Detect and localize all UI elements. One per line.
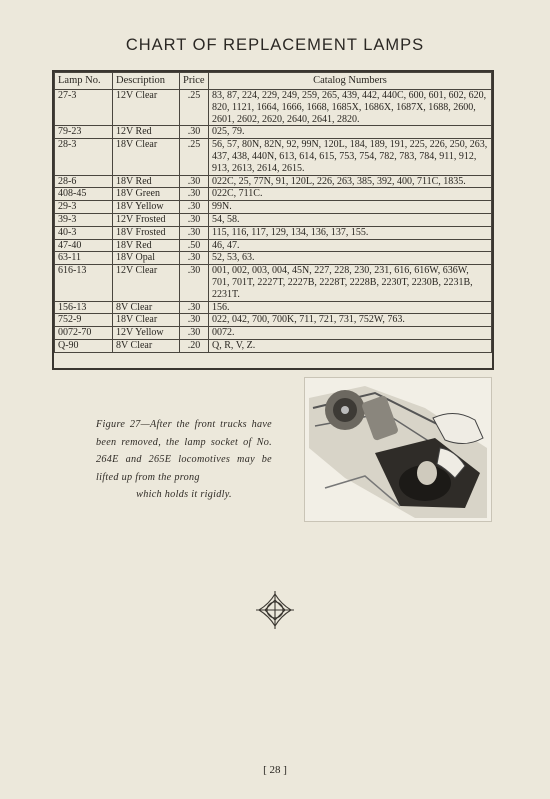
cell-catalog-numbers: 022, 042, 700, 700K, 711, 721, 731, 752W, 763.	[209, 314, 492, 327]
cell-lamp-no: 79-23	[55, 126, 113, 139]
cell-lamp-no: 752-9	[55, 314, 113, 327]
cell-price: .25	[180, 139, 209, 175]
cell-catalog-numbers: 001, 002, 003, 004, 45N, 227, 228, 230, 231, 616, 616W, 636W, 701, 701T, 2227T, 2227B, 2228T, 2228B, 2230T, 2230B, 2231B, 2231T.	[209, 265, 492, 301]
cell-description: 12V Frosted	[113, 213, 180, 226]
cell-price: .30	[180, 314, 209, 327]
cell-description: 18V Clear	[113, 314, 180, 327]
cell-price: .30	[180, 201, 209, 214]
table-row	[55, 314, 492, 327]
cell-lamp-no: 27-3	[55, 90, 113, 126]
table-row	[55, 339, 492, 352]
decorative-ornament-icon	[255, 590, 295, 630]
table-row	[55, 201, 492, 214]
cell-lamp-no: 47-40	[55, 239, 113, 252]
locomotive-lamp-socket-illustration	[305, 378, 491, 521]
cell-lamp-no: 0072-70	[55, 327, 113, 340]
cell-catalog-numbers: 46, 47.	[209, 239, 492, 252]
cell-catalog-numbers: 022C, 25, 77N, 91, 120L, 226, 263, 385, 392, 400, 711C, 1835.	[209, 175, 492, 188]
table-row	[55, 327, 492, 340]
cell-description: 18V Yellow	[113, 201, 180, 214]
cell-description: 18V Red	[113, 175, 180, 188]
cell-description: 12V Clear	[113, 265, 180, 301]
cell-catalog-numbers: Q, R, V, Z.	[209, 339, 492, 352]
header-lamp-no: Lamp No.	[55, 73, 113, 90]
cell-lamp-no: 616-13	[55, 265, 113, 301]
cell-lamp-no: 156-13	[55, 301, 113, 314]
header-description: Description	[113, 73, 180, 90]
cell-lamp-no: 39-3	[55, 213, 113, 226]
cell-description: 18V Clear	[113, 139, 180, 175]
cell-price: .30	[180, 252, 209, 265]
cell-catalog-numbers: 99N.	[209, 201, 492, 214]
cell-price: .30	[180, 126, 209, 139]
page-title: CHART OF REPLACEMENT LAMPS	[125, 36, 425, 54]
cell-description: 12V Red	[113, 126, 180, 139]
caption-last-line: which holds it rigidly.	[136, 489, 232, 500]
cell-catalog-numbers: 52, 53, 63.	[209, 252, 492, 265]
cell-catalog-numbers: 156.	[209, 301, 492, 314]
page-number: [ 28 ]	[263, 764, 287, 776]
figure-caption	[96, 416, 272, 504]
table-row	[55, 213, 492, 226]
cell-description: 12V Yellow	[113, 327, 180, 340]
header-price: Price	[180, 73, 209, 90]
cell-lamp-no: 29-3	[55, 201, 113, 214]
cell-price: .30	[180, 175, 209, 188]
cell-description: 18V Opal	[113, 252, 180, 265]
cell-lamp-no: 28-3	[55, 139, 113, 175]
cell-lamp-no: Q-90	[55, 339, 113, 352]
table-row	[55, 301, 492, 314]
replacement-lamps-table	[52, 70, 494, 370]
table-row	[55, 139, 492, 175]
cell-lamp-no: 63-11	[55, 252, 113, 265]
cell-catalog-numbers: 0072.	[209, 327, 492, 340]
cell-description: 18V Red	[113, 239, 180, 252]
cell-catalog-numbers: 022C, 711C.	[209, 188, 492, 201]
table-row	[55, 188, 492, 201]
table-header-row	[55, 73, 492, 90]
caption-text: Figure 27—After the front trucks have been removed, the lamp socket of No. 264E and 265E locomotives may be lifted up from the prong	[96, 419, 272, 483]
table-row	[55, 239, 492, 252]
cell-price: .30	[180, 327, 209, 340]
cell-price: .25	[180, 90, 209, 126]
table-row	[55, 226, 492, 239]
table-row	[55, 90, 492, 126]
cell-price: .30	[180, 226, 209, 239]
cell-catalog-numbers: 025, 79.	[209, 126, 492, 139]
cell-lamp-no: 28-6	[55, 175, 113, 188]
cell-description: 18V Green	[113, 188, 180, 201]
cell-price: .30	[180, 188, 209, 201]
cell-price: .30	[180, 213, 209, 226]
cell-price: .50	[180, 239, 209, 252]
cell-description: 18V Frosted	[113, 226, 180, 239]
cell-description: 8V Clear	[113, 339, 180, 352]
cell-price: .30	[180, 301, 209, 314]
cell-catalog-numbers: 56, 57, 80N, 82N, 92, 99N, 120L, 184, 189, 191, 225, 226, 250, 263, 437, 438, 440N, 613, 614, 615, 753, 754, 782, 783, 784, 911, 912, 913, 2613, 2614, 2615.	[209, 139, 492, 175]
table-row	[55, 265, 492, 301]
cell-lamp-no: 408-45	[55, 188, 113, 201]
cell-description: 8V Clear	[113, 301, 180, 314]
cell-lamp-no: 40-3	[55, 226, 113, 239]
table-row	[55, 175, 492, 188]
figure-photo	[304, 377, 492, 522]
header-catalog-numbers: Catalog Numbers	[209, 73, 492, 90]
cell-price: .30	[180, 265, 209, 301]
cell-catalog-numbers: 115, 116, 117, 129, 134, 136, 137, 155.	[209, 226, 492, 239]
table-row	[55, 126, 492, 139]
cell-price: .20	[180, 339, 209, 352]
cell-description: 12V Clear	[113, 90, 180, 126]
cell-catalog-numbers: 83, 87, 224, 229, 249, 259, 265, 439, 442, 440C, 600, 601, 602, 620, 820, 1121, 1664, 1666, 1668, 1685X, 1686X, 1687X, 1688, 2600, 2601, 2602, 2620, 2640, 2641, 2820.	[209, 90, 492, 126]
cell-catalog-numbers: 54, 58.	[209, 213, 492, 226]
table-row	[55, 252, 492, 265]
